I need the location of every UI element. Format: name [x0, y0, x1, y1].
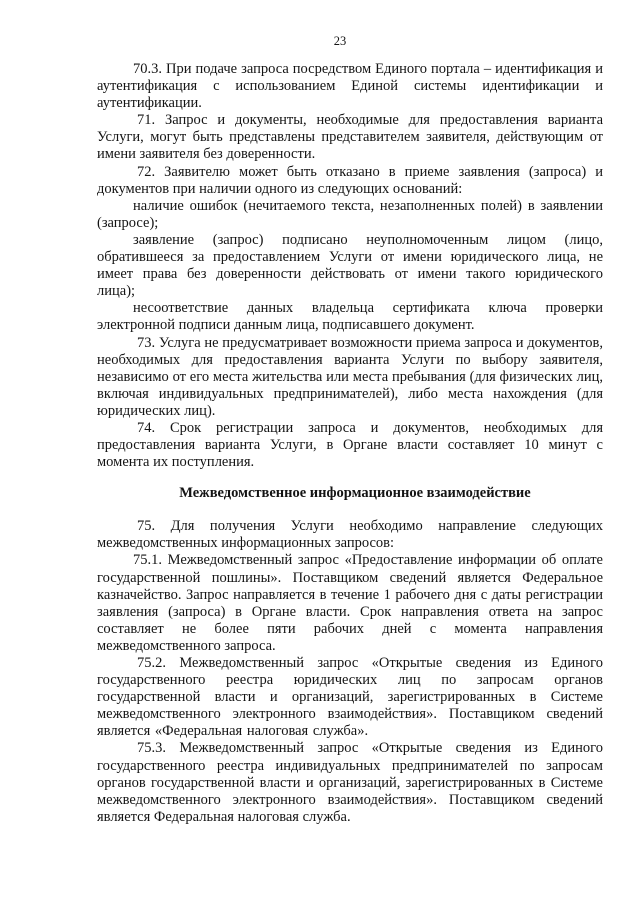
- paragraph-75-2: 75.2. Межведомственный запрос «Открытые сведения из Единого государственного реестра юридических лиц по запросам органов государственной власти и организаций, зарегистрированных в Системе межведомственного электронного взаимодействия». Поставщиком сведений является «Федеральная налоговая служба».: [97, 655, 603, 740]
- paragraph-72: 72. Заявителю может быть отказано в приеме заявления (запроса) и документов при наличии одного из следующих оснований:: [97, 163, 603, 197]
- paragraph-75: 75. Для получения Услуги необходимо направление следующих межведомственных информационных запросов:: [97, 518, 603, 552]
- section-heading: Межведомственное информационное взаимодействие: [179, 485, 531, 502]
- paragraph-75-1: 75.1. Межведомственный запрос «Предоставление информации об оплате государственной пошлины». Поставщиком сведений является Федеральное казначейство. Запрос направляется в течение 1 рабочего дня с даты регистрации заявления (запроса) в Органе власти. Срок направления ответа на запрос составляет не более пяти рабочих дней с момента направления межведомственного запроса.: [97, 552, 603, 654]
- paragraph-75-3: 75.3. Межведомственный запрос «Открытые сведения из Единого государственного реестра индивидуальных предпринимателей по запросам органов государственной власти и организаций, зарегистрированных в Системе межведомственного электронного взаимодействия». Поставщиком сведений является Федеральная налоговая служба.: [97, 740, 603, 825]
- paragraph-70-3: 70.3. При подаче запроса посредством Единого портала – идентификация и аутентификация с использованием Единой системы идентификации и аутентификации.: [97, 61, 603, 112]
- paragraph-72-reason-1: наличие ошибок (нечитаемого текста, незаполненных полей) в заявлении (запросе);: [97, 197, 603, 231]
- paragraph-74: 74. Срок регистрации запроса и документов, необходимых для предоставления варианта Услуги, в Органе власти составляет 10 минут с момента их поступления.: [97, 419, 603, 471]
- paragraph-72-reason-2: заявление (запрос) подписано неуполномоченным лицом (лицо, обратившееся за предоставлением Услуги от имени юридического лица, не имеет права без доверенности действовать от имени такого юридического лица);: [97, 231, 603, 300]
- page-number: 23: [333, 34, 347, 48]
- paragraph-73: 73. Услуга не предусматривает возможности приема запроса и документов, необходимых для предоставления варианта Услуги по выбору заявителя, независимо от его места жительства или места пребывания (для физических лиц, включая индивидуальных предпринимателей), либо места нахождения (для юридических лиц).: [97, 334, 603, 419]
- paragraph-72-reason-3: несоответствие данных владельца сертификата ключа проверки электронной подписи данным лица, подписавшего документ.: [97, 300, 603, 334]
- paragraph-71: 71. Запрос и документы, необходимые для предоставления варианта Услуги, могут быть представлены представителем заявителя, действующим от имени заявителя без доверенности.: [97, 112, 603, 163]
